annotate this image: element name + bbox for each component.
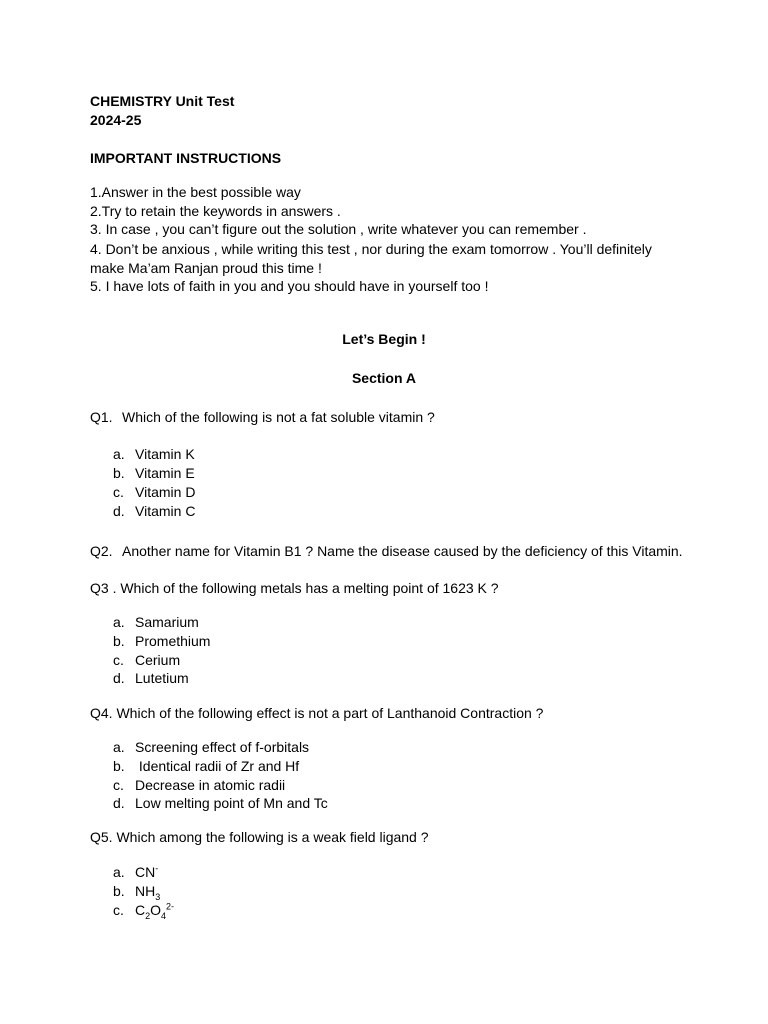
lets-begin-heading: Let’s Begin !	[342, 331, 426, 347]
test-year: 2024-25	[90, 112, 142, 128]
instructions-heading: IMPORTANT INSTRUCTIONS	[90, 150, 282, 166]
option-marker: b.	[113, 633, 125, 649]
question-text: Q3 . Which of the following metals has a melting point of 1623 K ?	[90, 580, 499, 596]
formula-base: CN	[135, 864, 156, 880]
formula-subscript: 3	[155, 891, 161, 902]
option-text: Vitamin D	[135, 484, 196, 500]
option-text: Cerium	[135, 652, 181, 668]
instruction-item: 2.Try to retain the keywords in answers .	[90, 203, 341, 219]
option-marker: d.	[113, 503, 125, 519]
option-marker: c.	[113, 777, 124, 793]
instruction-item: 4. Don’t be anxious , while writing this test , nor during the exam tomorrow . You’ll definitely make Ma’am Ranjan proud this time !	[90, 241, 652, 276]
option-text: Promethium	[135, 633, 211, 649]
option-text: Identical radii of Zr and Hf	[135, 758, 300, 774]
option-formula-oxalate	[135, 901, 175, 921]
formula-subscript: 4	[161, 910, 167, 921]
test-title: CHEMISTRY Unit Test	[90, 93, 235, 109]
option-text: Screening effect of f-orbitals	[135, 739, 310, 755]
option-marker: a.	[113, 446, 125, 462]
option-marker: b.	[113, 758, 125, 774]
option-marker: d.	[113, 670, 125, 686]
option-text: Decrease in atomic radii	[135, 777, 286, 793]
option-text: Vitamin C	[135, 503, 196, 519]
question-number: Q2.	[90, 543, 113, 559]
question-text: Which of the following is not a fat soluble vitamin ?	[122, 409, 435, 425]
question-number: Q1.	[90, 409, 113, 425]
instruction-item: 1.Answer in the best possible way	[90, 184, 301, 200]
option-marker: c.	[113, 652, 124, 668]
formula-base: NH	[135, 883, 156, 899]
formula-subscript: 2	[145, 910, 151, 921]
option-marker: a.	[113, 614, 125, 630]
formula-element: O	[150, 902, 162, 918]
question-text: Another name for Vitamin B1 ? Name the disease caused by the deficiency of this Vitamin.	[122, 543, 683, 559]
option-marker: d.	[113, 795, 125, 811]
option-marker: b.	[113, 883, 125, 899]
section-heading: Section A	[351, 370, 417, 386]
option-text: Vitamin E	[135, 465, 195, 481]
option-formula-nh3	[135, 883, 161, 902]
option-marker: c.	[113, 902, 124, 918]
formula-element: C	[135, 902, 146, 918]
question-text: Q5. Which among the following is a weak field ligand ?	[90, 829, 429, 845]
option-text: Vitamin K	[135, 446, 195, 462]
option-formula-cn	[135, 864, 158, 880]
option-text: Low melting point of Mn and Tc	[135, 795, 328, 811]
question-text: Q4. Which of the following effect is not a part of Lanthanoid Contraction ?	[90, 705, 544, 721]
option-marker: c.	[113, 484, 124, 500]
formula-charge: -	[155, 863, 159, 874]
option-marker: a.	[113, 864, 125, 880]
option-text: Lutetium	[135, 670, 189, 686]
formula-charge: 2-	[166, 901, 175, 912]
option-text: Samarium	[135, 614, 199, 630]
option-marker: b.	[113, 465, 125, 481]
instruction-item: 3. In case , you can’t figure out the solution , write whatever you can remember .	[90, 221, 587, 237]
instruction-item: 5. I have lots of faith in you and you should have in yourself too !	[90, 278, 489, 294]
option-marker: a.	[113, 739, 125, 755]
